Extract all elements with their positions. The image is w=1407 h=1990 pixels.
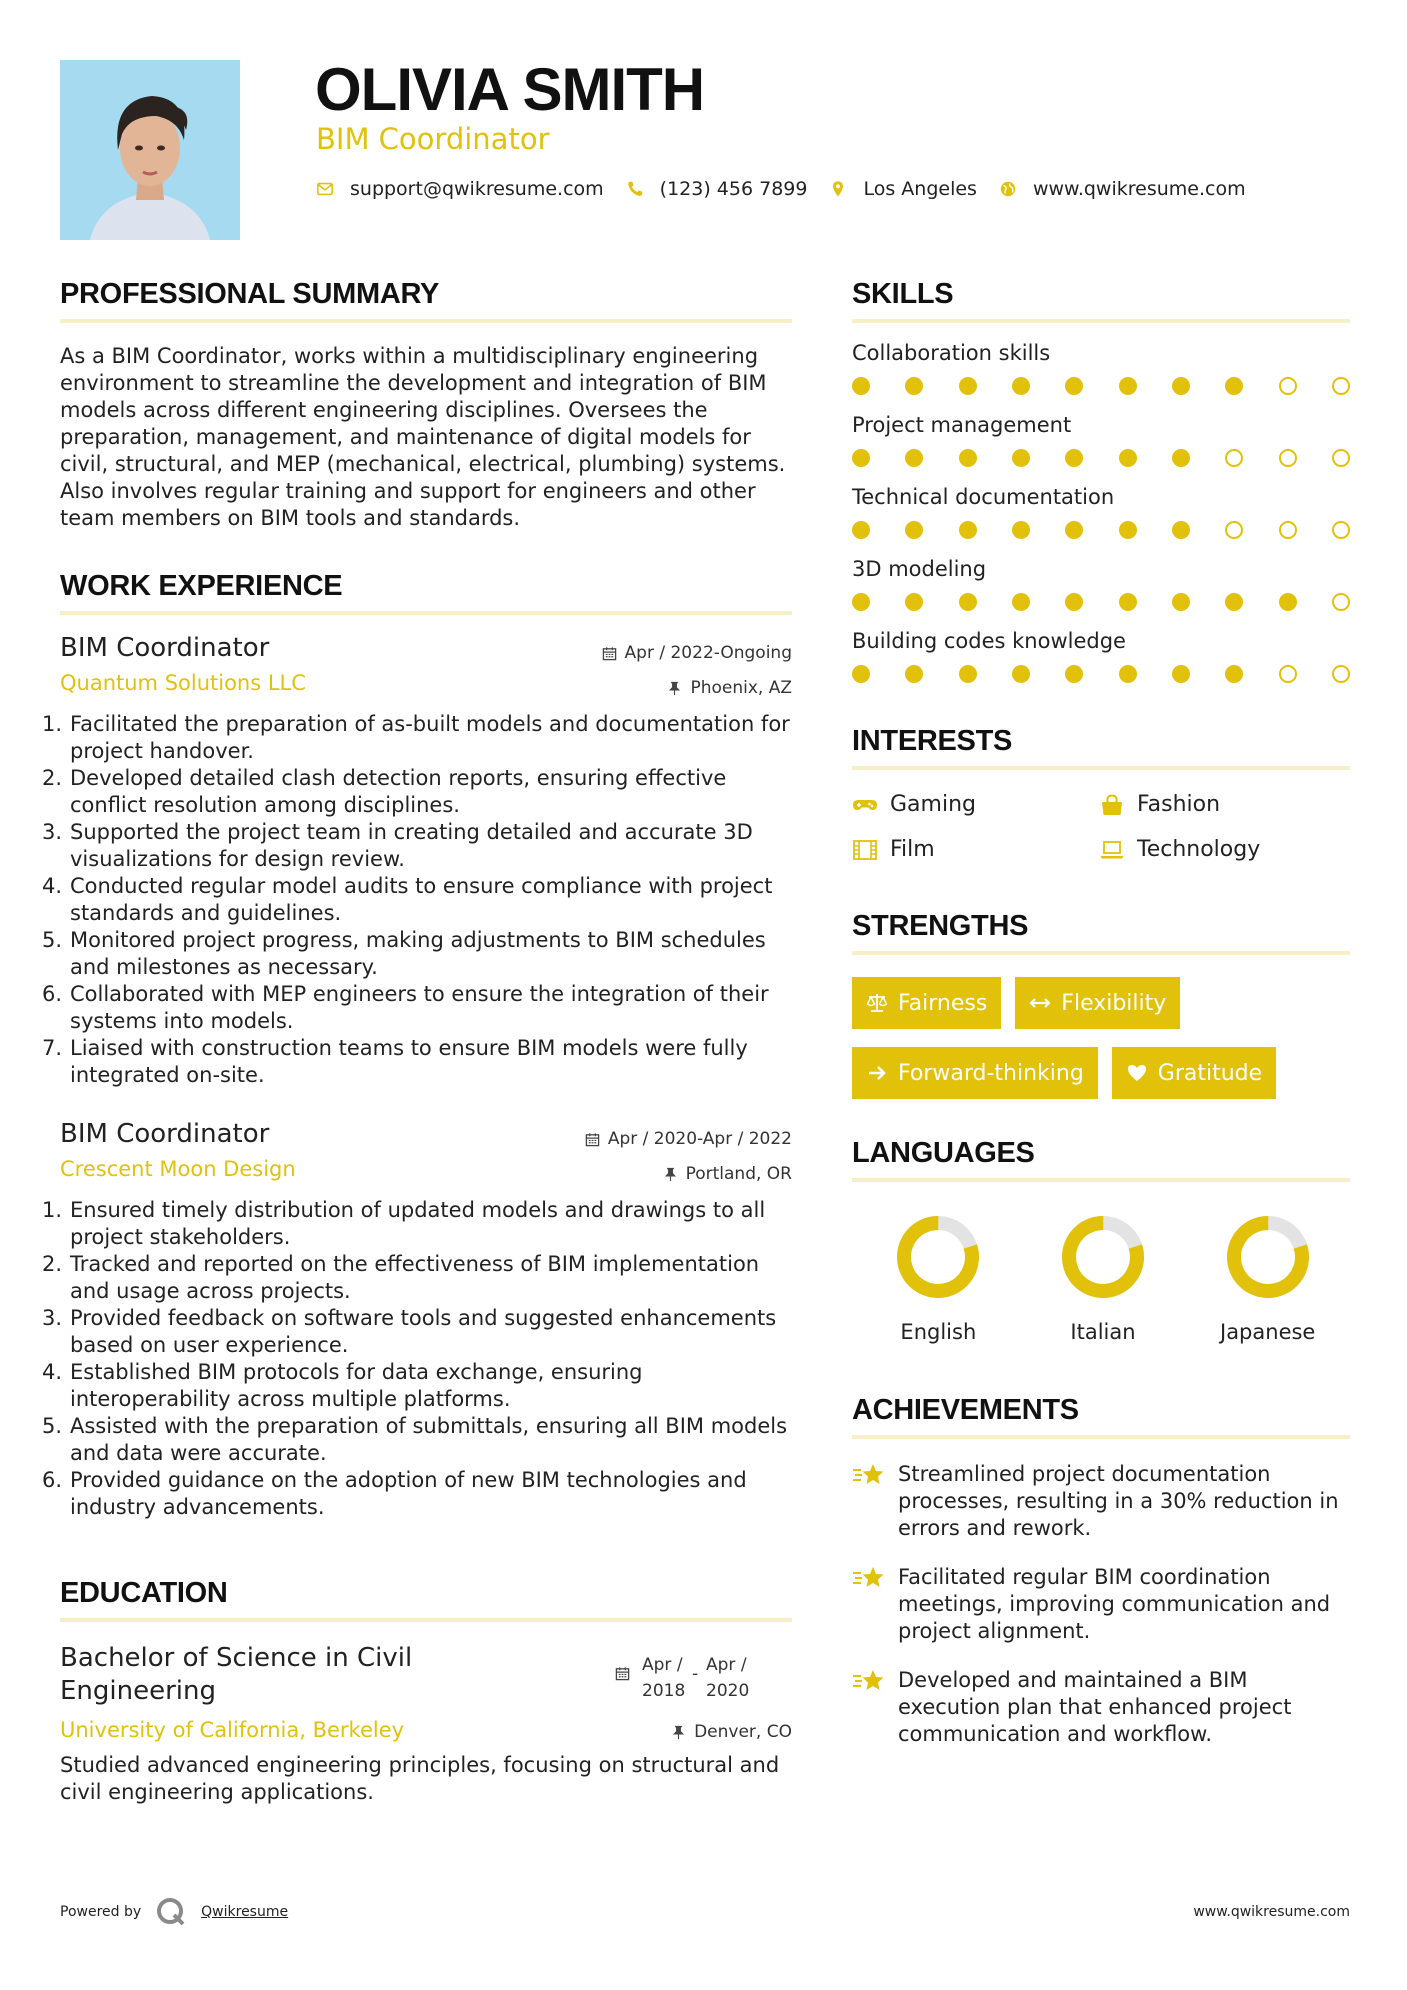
list-item: 1. Facilitated the preparation of as-built models and documentation for project handover. (42, 712, 790, 763)
rating-dot-filled (1065, 377, 1083, 395)
skill-name: Technical documentation (852, 485, 1115, 509)
candidate-title: BIM Coordinator (316, 122, 550, 156)
job-location-text: Phoenix, AZ (690, 678, 792, 698)
rating-dot-filled (1119, 521, 1137, 539)
contact-website[interactable] (999, 178, 1246, 200)
rating-dot-filled (852, 449, 870, 467)
calendar-icon (602, 646, 617, 661)
skill-name: 3D modeling (852, 557, 987, 581)
shooting-star-icon (852, 1461, 886, 1489)
education-dates (615, 1652, 756, 1704)
achievements-list (852, 1461, 1350, 1748)
rating-dot-filled (1065, 665, 1083, 683)
ring-fill (895, 1214, 981, 1300)
degree-title: Bachelor of Science in Civil Engineering (60, 1643, 413, 1706)
education-heading: EDUCATION (60, 1577, 792, 1622)
strength-tag (852, 1047, 1098, 1099)
languages-heading: LANGUAGES (852, 1137, 1350, 1182)
rating-dot-filled (852, 521, 870, 539)
shopping-bag-icon (1099, 794, 1125, 816)
rating-dot-empty (1332, 521, 1350, 539)
heart-icon (1126, 1062, 1148, 1084)
interest-film (852, 837, 1099, 862)
language-name: Japanese (1220, 1320, 1316, 1344)
interests-list (852, 792, 1350, 862)
school-name: University of California, Berkeley (60, 1718, 405, 1742)
rating-dot-filled (959, 593, 977, 611)
job-entry-2 (42, 1119, 792, 1521)
skill-item (852, 341, 1350, 395)
rating-dot-empty (1332, 665, 1350, 683)
language-name: English (900, 1320, 977, 1344)
rating-dot-empty (1332, 593, 1350, 611)
rating-dot-filled (1119, 593, 1137, 611)
contact-phone-text: (123) 456 7899 (659, 178, 808, 200)
rating-dot-filled (852, 593, 870, 611)
skill-rating (852, 521, 1350, 539)
education-location-text: Denver, CO (694, 1722, 792, 1742)
strength-label: Fairness (898, 990, 988, 1016)
list-item: 5. Assisted with the preparation of submittals, ensuring all BIM models and data were accurate. (42, 1414, 788, 1465)
job-company: Crescent Moon Design (60, 1157, 296, 1181)
skill-item (852, 557, 1350, 611)
job-location (667, 678, 792, 698)
list-item: 4. Conducted regular model audits to ensure compliance with project standards and guidelines. (42, 874, 773, 925)
list-item: 4. Established BIM protocols for data exchange, ensuring interoperability across multiple platforms. (42, 1360, 643, 1411)
job-title: BIM Coordinator (60, 1119, 270, 1149)
ring-fill (1225, 1214, 1311, 1300)
rating-dot-filled (1172, 593, 1190, 611)
rating-dot-filled (959, 377, 977, 395)
strengths-heading: STRENGTHS (852, 910, 1350, 955)
rating-dot-filled (1065, 449, 1083, 467)
job-dates-text: Apr / 2022-Ongoing (624, 643, 792, 663)
rating-dot-filled (1279, 593, 1297, 611)
pushpin-icon (667, 681, 682, 696)
strengths-list (852, 977, 1350, 1099)
education-end: Apr / 2020 (706, 1655, 750, 1701)
rating-dot-filled (905, 449, 923, 467)
language-item (1185, 1214, 1350, 1344)
calendar-icon (585, 1132, 600, 1147)
contact-email[interactable] (316, 178, 604, 200)
job-location-text: Portland, OR (685, 1164, 792, 1184)
list-item: 6. Collaborated with MEP engineers to ensure the integration of their systems into models. (42, 982, 769, 1033)
skill-name: Project management (852, 413, 1072, 437)
rating-dot-empty (1332, 449, 1350, 467)
rating-dot-filled (1225, 665, 1243, 683)
list-item: 2. Developed detailed clash detection reports, ensuring effective conflict resolution among disciplines. (42, 766, 727, 817)
interest-gaming (852, 792, 1099, 817)
contact-phone[interactable] (626, 178, 808, 200)
education-description: Studied advanced engineering principles, focusing on structural and civil engineering applications. (60, 1753, 780, 1804)
skills-list (852, 341, 1350, 683)
list-item: 2. Tracked and reported on the effectiveness of BIM implementation and usage across projects. (42, 1252, 760, 1303)
rating-dot-filled (1119, 377, 1137, 395)
globe-icon (999, 180, 1017, 198)
achievement-text: Facilitated regular BIM coordination meetings, improving communication and project alignment. (898, 1565, 1331, 1643)
rating-dot-filled (852, 377, 870, 395)
skill-name: Building codes knowledge (852, 629, 1126, 653)
calendar-icon (615, 1666, 630, 1681)
footer-website[interactable]: www.qwikresume.com (1193, 1904, 1350, 1920)
rating-dot-filled (1119, 449, 1137, 467)
gamepad-icon (852, 794, 878, 816)
powered-by-text: Powered by (60, 1904, 142, 1920)
profile-photo-illustration (60, 60, 240, 240)
strength-tag (1112, 1047, 1276, 1099)
contact-bar (316, 178, 1268, 200)
achievement-item (852, 1564, 1350, 1645)
list-item: 1. Ensured timely distribution of updated models and drawings to all project stakeholders. (42, 1198, 766, 1249)
experience-heading: WORK EXPERIENCE (60, 570, 792, 615)
interest-technology (1099, 837, 1346, 862)
interest-label: Technology (1137, 837, 1261, 862)
rating-dot-filled (1119, 665, 1137, 683)
summary-heading: PROFESSIONAL SUMMARY (60, 278, 792, 323)
rating-dot-filled (1065, 521, 1083, 539)
interests-heading: INTERESTS (852, 725, 1350, 770)
skill-rating (852, 665, 1350, 683)
job-bullets (42, 711, 792, 1089)
list-item: 3. Supported the project team in creating detailed and accurate 3D visualizations for design review. (42, 820, 753, 871)
shooting-star-icon (852, 1667, 886, 1695)
languages-list (852, 1214, 1350, 1344)
profile-photo (60, 60, 240, 240)
skill-item (852, 413, 1350, 467)
rating-dot-filled (1225, 593, 1243, 611)
achievement-text: Streamlined project documentation processes, resulting in a 30% reduction in errors and rework. (898, 1462, 1339, 1540)
job-dates (602, 643, 792, 663)
achievement-item (852, 1667, 1350, 1748)
interest-label: Fashion (1137, 792, 1221, 817)
rating-dot-filled (1012, 665, 1030, 683)
job-entry-1 (42, 633, 792, 1089)
skill-rating (852, 377, 1350, 395)
language-item (856, 1214, 1021, 1344)
education-location (671, 1722, 792, 1742)
list-item: 6. Provided guidance on the adoption of new BIM technologies and industry advancements. (42, 1468, 747, 1519)
rating-dot-filled (905, 377, 923, 395)
envelope-icon (316, 180, 334, 198)
job-title: BIM Coordinator (60, 633, 270, 663)
right-column (852, 278, 1350, 1748)
ring-fill (1060, 1214, 1146, 1300)
job-bullets (42, 1197, 792, 1521)
pushpin-icon (671, 1725, 686, 1740)
strength-label: Gratitude (1157, 1060, 1263, 1086)
qwikresume-link[interactable]: Qwikresume (201, 1904, 289, 1920)
achievement-item (852, 1461, 1350, 1542)
rating-dot-filled (959, 665, 977, 683)
arrows-horizontal-icon (1029, 992, 1051, 1014)
rating-dot-empty (1279, 521, 1297, 539)
scales-icon (866, 992, 888, 1014)
education-entry (60, 1642, 792, 1806)
phone-icon (626, 180, 644, 198)
interest-label: Gaming (890, 792, 976, 817)
rating-dot-filled (1012, 593, 1030, 611)
skill-item (852, 485, 1350, 539)
contact-email-text: support@qwikresume.com (350, 178, 604, 200)
achievements-heading: ACHIEVEMENTS (852, 1394, 1350, 1439)
candidate-name: OLIVIA SMITH (315, 56, 705, 123)
strength-tag (1015, 977, 1180, 1029)
rating-dot-empty (1279, 377, 1297, 395)
rating-dot-filled (1012, 449, 1030, 467)
language-name: Italian (1070, 1320, 1136, 1344)
rating-dot-filled (959, 521, 977, 539)
rating-dot-empty (1225, 449, 1243, 467)
strength-tag (852, 977, 1001, 1029)
rating-dot-filled (905, 593, 923, 611)
skill-rating (852, 449, 1350, 467)
rating-dot-filled (1172, 521, 1190, 539)
strength-label: Forward-thinking (898, 1060, 1084, 1086)
shooting-star-icon (852, 1564, 886, 1592)
laptop-icon (1099, 839, 1125, 861)
skill-name: Collaboration skills (852, 341, 1051, 365)
achievement-text: Developed and maintained a BIM execution plan that enhanced project communication and workflow. (898, 1668, 1292, 1746)
rating-dot-filled (1172, 449, 1190, 467)
interest-label: Film (890, 837, 935, 862)
list-item: 5. Monitored project progress, making adjustments to BIM schedules and milestones as necessary. (42, 928, 766, 979)
job-company: Quantum Solutions LLC (60, 671, 306, 695)
strength-label: Flexibility (1061, 990, 1167, 1016)
rating-dot-empty (1225, 521, 1243, 539)
job-dates (585, 1129, 792, 1149)
rating-dot-filled (959, 449, 977, 467)
map-pin-icon (829, 180, 847, 198)
film-icon (852, 839, 878, 861)
rating-dot-filled (1012, 377, 1030, 395)
summary-text: As a BIM Coordinator, works within a multidisciplinary engineering environment to streamline the development and integration of BIM models across different engineering disciplines. Oversees the preparation, management, and maintenance of digital models for civil, structural, and MEP (mechanical, electrical, plumbing) systems. Also involves regular training and support for engineers and other team members on BIM tools and standards. (60, 344, 786, 530)
contact-location-text: Los Angeles (863, 178, 977, 200)
arrow-right-icon (866, 1062, 888, 1084)
language-ring (1225, 1214, 1311, 1300)
qwikresume-logo-icon (155, 1896, 187, 1928)
footer-powered-by (60, 1896, 288, 1928)
job-location (663, 1164, 792, 1184)
job-dates-text: Apr / 2020-Apr / 2022 (607, 1129, 792, 1149)
rating-dot-empty (1332, 377, 1350, 395)
left-column (42, 278, 792, 1806)
interest-fashion (1099, 792, 1346, 817)
language-item (1021, 1214, 1186, 1344)
education-start: Apr / 2018 (642, 1655, 686, 1701)
list-item: 3. Provided feedback on software tools and suggested enhancements based on user experience. (42, 1306, 777, 1357)
language-ring (1060, 1214, 1146, 1300)
rating-dot-filled (1225, 377, 1243, 395)
rating-dot-filled (905, 665, 923, 683)
rating-dot-filled (1012, 521, 1030, 539)
rating-dot-filled (852, 665, 870, 683)
pushpin-icon (663, 1167, 678, 1182)
rating-dot-filled (905, 521, 923, 539)
language-ring (895, 1214, 981, 1300)
rating-dot-empty (1279, 449, 1297, 467)
skill-rating (852, 593, 1350, 611)
skill-item (852, 629, 1350, 683)
list-item: 7. Liaised with construction teams to ensure BIM models were fully integrated on-site. (42, 1036, 748, 1087)
contact-location (829, 178, 976, 200)
contact-website-text: www.qwikresume.com (1032, 178, 1246, 200)
rating-dot-filled (1172, 377, 1190, 395)
skills-heading: SKILLS (852, 278, 1350, 323)
rating-dot-empty (1279, 665, 1297, 683)
rating-dot-filled (1172, 665, 1190, 683)
date-separator: - (692, 1664, 699, 1684)
rating-dot-filled (1065, 593, 1083, 611)
